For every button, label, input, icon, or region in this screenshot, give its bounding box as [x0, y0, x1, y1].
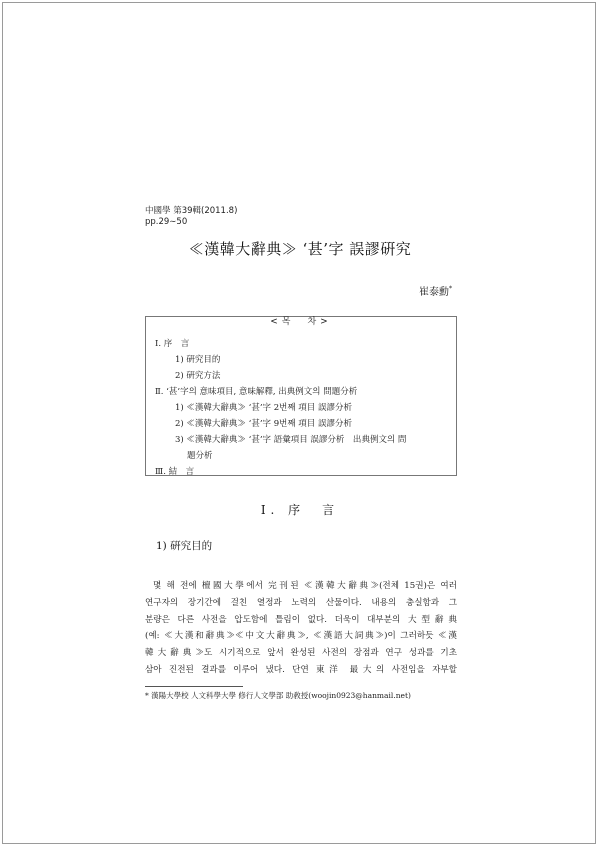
table-of-contents — [145, 316, 457, 476]
toc-item: Ⅲ. 結 言 — [155, 467, 195, 477]
body-line: 연구자의 장기간에 걸친 열정과 노력의 산물이다. 내용의 충실함과 그 — [145, 597, 457, 608]
toc-item: 2) 硏究方法 — [175, 371, 221, 381]
body-line: 韓大辭典≫도 시기적으로 앞서 완성된 사전의 장점과 연구 성과를 기초 — [145, 648, 457, 659]
subsection-title: 1) 硏究目的 — [156, 540, 213, 552]
journal-info — [145, 206, 237, 228]
toc-item: 2) ≪漢韓大辭典≫ ‘甚’字 9번째 項目 誤謬分析 — [175, 419, 352, 429]
footnote-rule — [145, 686, 243, 687]
body-line: 삼아 진전된 결과를 이루어 냈다. 단연 東洋 最大의 사전임을 자부할 — [145, 664, 457, 675]
toc-heading-label: <목 차> — [262, 317, 339, 327]
toc-item: 1) ≪漢韓大辭典≫ ‘甚’字 2번째 項目 誤謬分析 — [175, 403, 352, 413]
section-title: Ⅰ. 序 言 — [260, 503, 340, 517]
journal-volume: 中國學 第39輯(2011.8) — [145, 206, 238, 216]
author-footnote-mark: * — [449, 285, 452, 293]
toc-heading — [146, 309, 456, 328]
author — [419, 283, 452, 298]
toc-item: 1) 硏究目的 — [175, 355, 221, 365]
toc-item: Ⅰ. 序 言 — [155, 339, 190, 349]
body-line: 분량은 다른 사전을 압도함에 틀림이 없다. 더욱이 대부분의 大型辭典 — [145, 614, 457, 625]
journal-pages: pp.29∼50 — [145, 217, 188, 227]
toc-item: 題分析 — [187, 451, 213, 461]
toc-list — [155, 336, 451, 480]
footnote: * 漢陽大學校 人文科學大學 修行人文學部 助敎授(woojin0923@hanmail.net) — [145, 691, 411, 700]
body-paragraph — [145, 578, 457, 679]
paper-title: ≪漢韓大辭典≫ ‘甚’字 誤謬硏究 — [188, 240, 412, 258]
toc-item: 3) ≪漢韓大辭典≫ ‘甚’字 語彙項目 誤謬分析 出典例文의 問 — [175, 435, 407, 445]
body-line: 몇 해 전에 檀國大學에서 完刊된 ≪漢韓大辭典≫(전체 15권)은 여러 — [153, 581, 457, 591]
author-name: 崔泰勳 — [419, 287, 449, 298]
body-line: (예: ≪大漢和辭典≫≪中文大辭典≫, ≪漢語大詞典≫)이 그러하듯 ≪漢 — [145, 631, 457, 642]
toc-item: Ⅱ. ‘甚’字의 意味項目, 意味解釋, 出典例文의 問題分析 — [155, 387, 358, 397]
